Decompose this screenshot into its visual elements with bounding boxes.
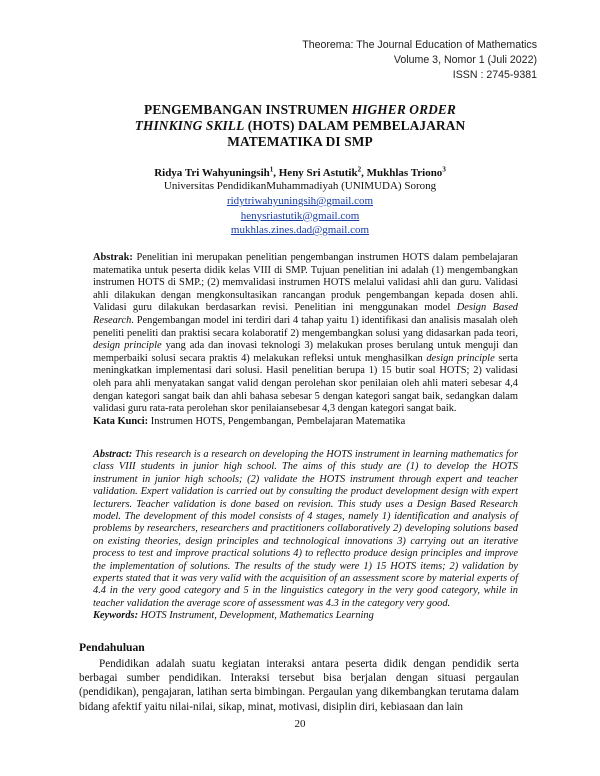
abstract-en-text: This research is a research on developing the HOTS instrument in learning mathematics for class VIII students in junior high school. The aims of this study are (1) to develop the HOTS instrument in junior high schools; (2) validate the HOTS instrument through expert and teacher validation. Expert validation is carried out by consulting the product development design with expert lecturers. Teacher validation is done based on revision. This study uses a Design Based Research model. The development of this model consists of 4 stages, namely 1) identification and analysis of problems by researchers, researchers and practitioners collaboratively 2) developing solutions based on existing theories, design principles and technological innovations 3) carrying out an iterative process to test and improve practical solutions 4) to reflectto produce design principles and improve the implementation of solutions. The results of the study were 1) 15 HOTS items; 2) validation by experts stated that it was very valid with the acquisition of an assessment score by material experts of 4.4 in the very good category and 5 in the linguistics category in the very good category, while in teacher validation the average score of assessment was 4.3 in the category very good. — [93, 449, 518, 609]
abstract-id-italic-3: design principle — [426, 352, 495, 364]
author-3: Mukhlas Triono — [366, 167, 443, 179]
keywords-en — [93, 610, 518, 622]
abstract-english — [93, 449, 518, 623]
title-part2-italic: THINKING SKILL — [134, 118, 245, 133]
paper-title — [90, 102, 510, 150]
title-part1-italic: HIGHER ORDER — [351, 102, 456, 117]
abstract-id-italic-1: Design Based Research — [93, 302, 518, 326]
affiliation: Universitas PendidikanMuhammadiyah (UNIMUDA) Sorong — [163, 180, 437, 192]
email-link-1[interactable]: ridytriwahyuningsih@gmail.com — [226, 195, 374, 207]
keywords-id — [93, 416, 518, 429]
keywords-en-text: HOTS Instrument, Development, Mathematics Learning — [138, 610, 374, 622]
abstract-id-text-1: Penelitian ini merupakan penelitian pengembangan instrumen HOTS dalam pembelajaran matematika untuk peserta didik kelas VIII di SMP. Tujuan penelitian ini adalah (1) mengembangkan instrumen HOTS di SMP.; (2) memvalidasi instrumen HOTS melalui validasi ahli dan guru. Validasi ahli dilakukan dengan mengkonsultasikan rancangan produk pengembangan kepada dosen ahli. Validasi guru dilakukan berdasarkan revisi. Penelitian ini menggunakan model — [93, 252, 518, 314]
abstract-en-label: Abstract: — [93, 449, 133, 460]
email-link-3[interactable]: mukhlas.zines.dad@gmail.com — [230, 224, 370, 236]
abstract-indonesian — [93, 252, 518, 428]
intro-body — [79, 657, 519, 714]
title-part2: (HOTS) DALAM PEMBELAJARAN — [244, 118, 466, 133]
abstract-id-text-2: . Pengembangan model ini terdiri dari 4 tahap yaitu 1) identifikasi dan analisis masalah oleh peneliti peneliti dan praktisi secara kolaboratif 2) mengembangkan solusi yang didasarkan pada teori, — [93, 314, 518, 339]
author-2-sup: 2 — [357, 165, 362, 174]
author-1-sup: 1 — [269, 165, 274, 174]
author-2: Heny Sri Astutik — [278, 167, 358, 179]
abstract-id-text-4: serta meningkatkan implementasi dari solusi. Hasil penelitian berupa 1) 15 butir soal HOTS; 2) validasi oleh para ahli menyatakan sangat valid dengan perolehan skor penilaian oleh ahli materi sebesar 4,4 dengan kategori sangat baik dan ahli bahasa sebesar 5 dengan kategori sangat baik, sedangkan dalam validasi guru rata-rata perolehan skor penilaiansebesar 4,3 dengan kategori sangat baik. — [93, 352, 518, 415]
journal-name: Theorema: The Journal Education of Mathematics — [302, 39, 537, 51]
email-link-2[interactable]: henysriastutik@gmail.com — [240, 209, 360, 222]
journal-volume: Volume 3, Nomor 1 (Juli 2022) — [393, 54, 537, 66]
abstract-id-text-3: yang ada dan inovasi teknologi 3) melakukan proses berulang untuk menguji dan memperbaiki solusi secara praktis 4) melakukan refleksi untuk menghasilkan — [93, 340, 518, 364]
page-number: 20 — [294, 718, 306, 730]
intro-paragraph: Pendidikan adalah suatu kegiatan interaksi antara peserta didik dengan pendidik serta berbagai sumber pendidikan. Interaksi tersebut bisa berjalan dengan situasi pergaulan (pendidikan), pengajaran, latihan serta bimbingan. Pergaulan yang dikembangkan terutama dalam bidang afektif yaitu nilai-nilai, sikap, minat, motivasi, disiplin diri, kebiasaan dan lain — [79, 658, 519, 713]
keywords-en-label: Keywords: — [93, 610, 139, 622]
section-heading: Pendahuluan — [79, 641, 145, 654]
abstract-id-label: Abstrak: — [93, 252, 133, 263]
author-3-sup: 3 — [442, 165, 446, 174]
title-part3: MATEMATIKA DI SMP — [227, 134, 373, 149]
email-list — [0, 194, 600, 238]
abstract-id-italic-2: design principle — [93, 340, 162, 352]
journal-header — [237, 38, 537, 83]
author-names: Ridya Tri Wahyuningsih$^1$, Heny Sri Astutik$^2$, Mukhlas Triono$^3$ — [154, 165, 446, 179]
keywords-id-text: Instrumen HOTS, Pengembangan, Pembelajaran Matematika — [148, 415, 406, 427]
journal-issn: ISSN : 2745-9381 — [452, 69, 537, 81]
author-block — [0, 167, 600, 193]
keywords-id-label: Kata Kunci: — [93, 415, 149, 427]
author-1: Ridya Tri Wahyuningsih — [154, 167, 270, 179]
title-part1: PENGEMBANGAN INSTRUMEN — [144, 102, 352, 117]
